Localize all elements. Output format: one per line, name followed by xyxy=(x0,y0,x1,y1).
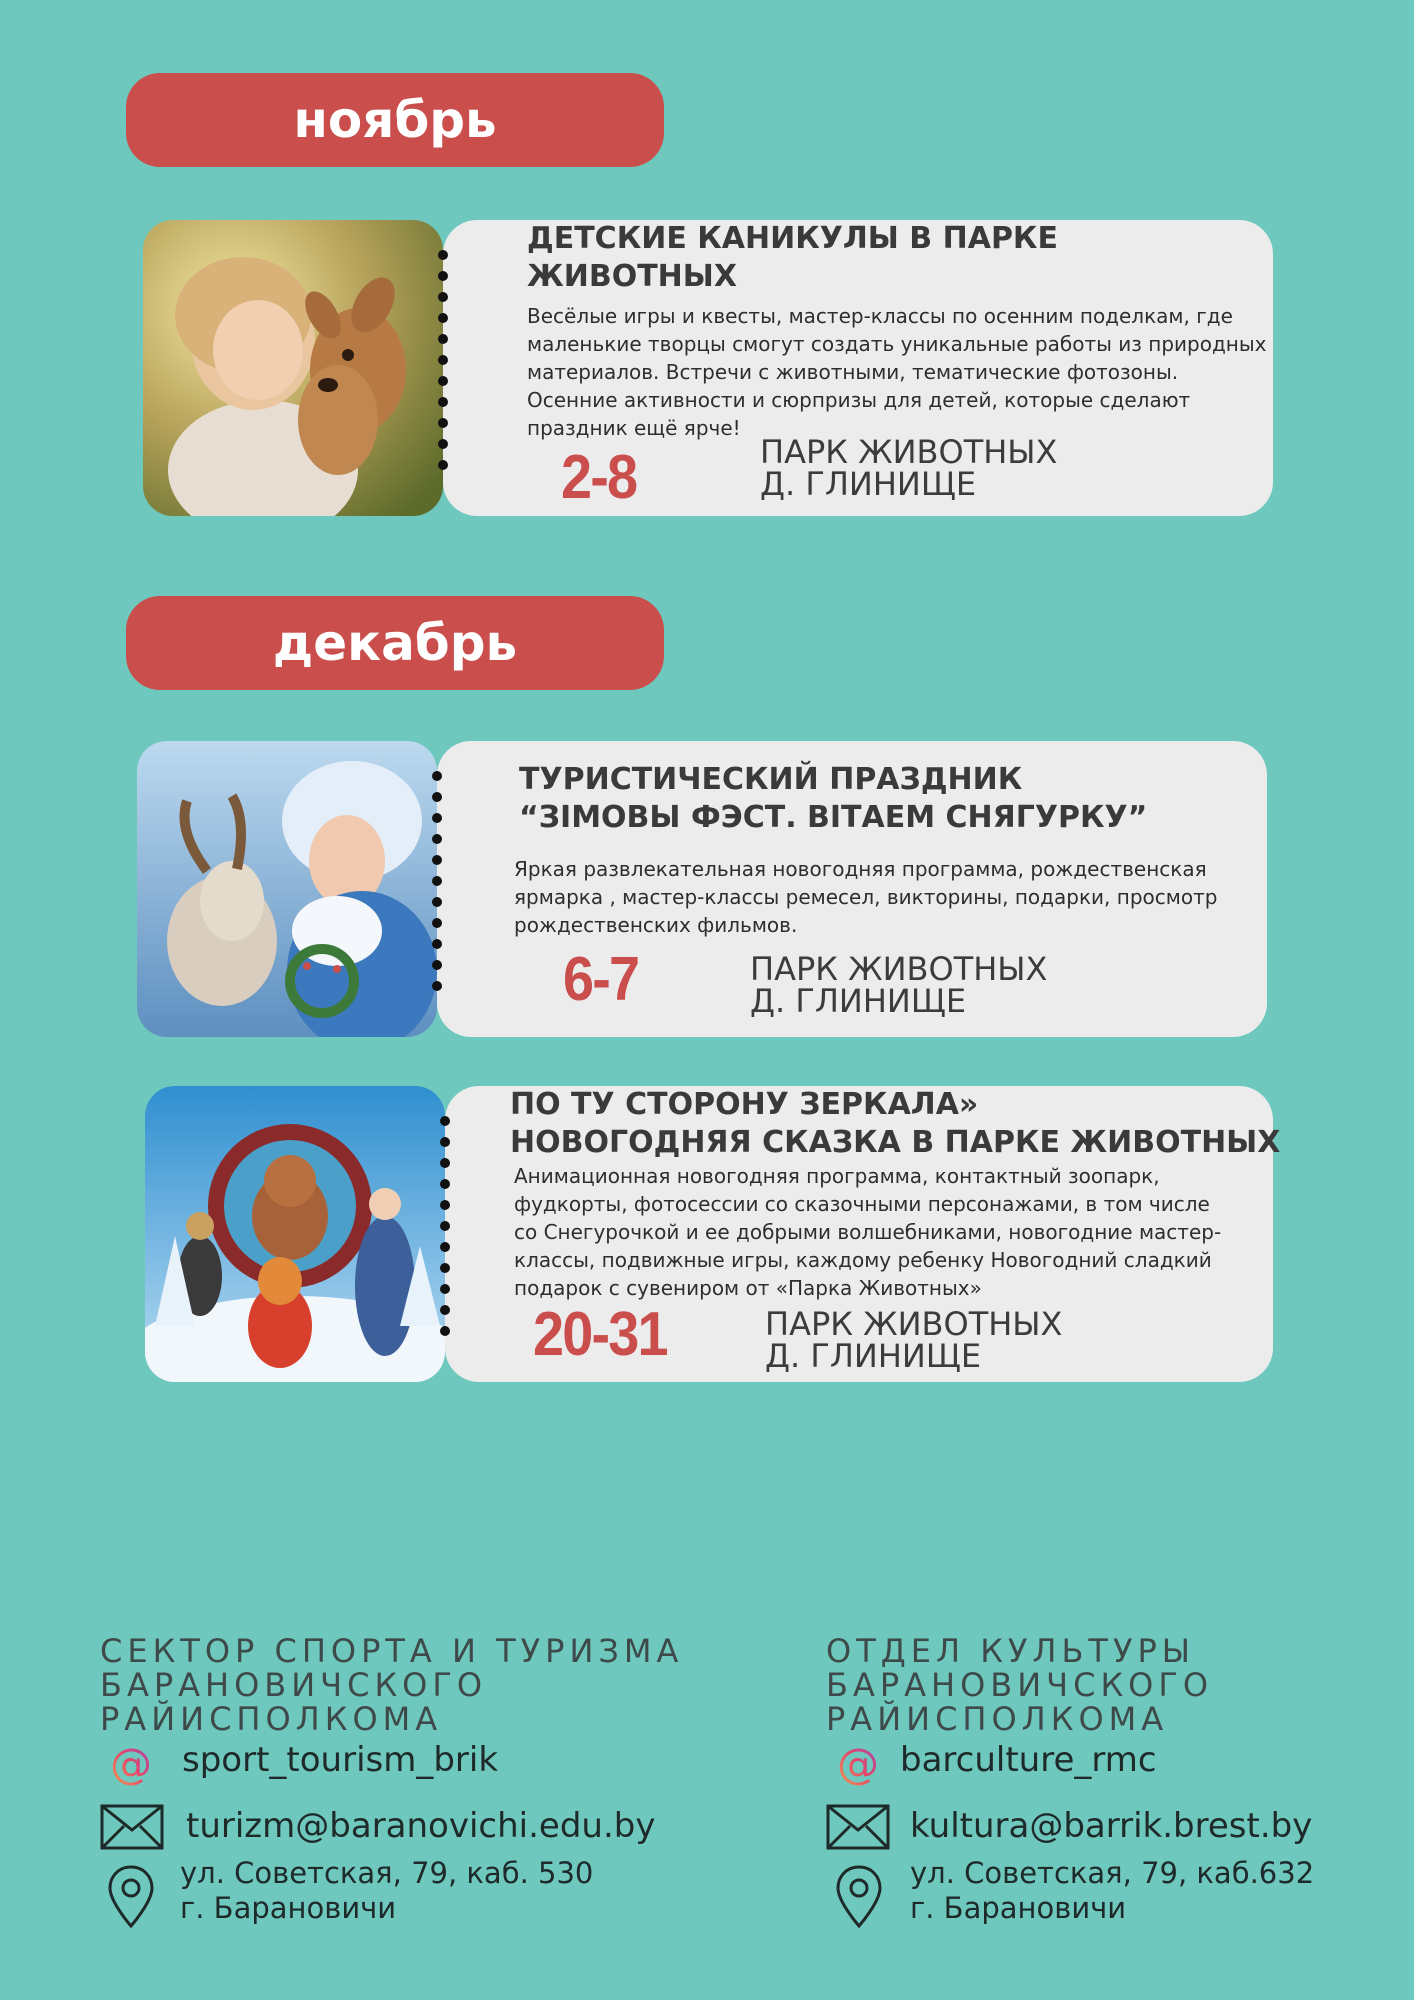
event-title: ДЕТСКИЕ КАНИКУЛЫ В ПАРКЕ ЖИВОТНЫХ xyxy=(527,221,1058,294)
event-dates: 6-7 xyxy=(563,945,639,1014)
event-description: Весёлые игры и квесты, мастер-классы по осенним поделкам, где маленькие творцы смогут создать уникальные работы из природных материалов. Встречи с животными, тематические фотозоны. Осенние активности и сюрпризы для детей, которые сделают праздник ещё ярче! xyxy=(527,304,1267,440)
girl-with-fawn-illustration xyxy=(143,220,443,516)
event-place: ПАРК ЖИВОТНЫХ Д. ГЛИНИЩЕ xyxy=(760,433,1058,503)
svg-text:@: @ xyxy=(837,1742,879,1788)
at-icon xyxy=(835,1742,881,1788)
mail-icon xyxy=(100,1804,164,1850)
instagram-handle[interactable]: barculture_rmc xyxy=(900,1740,1157,1780)
address: ул. Советская, 79, каб.632 г. Барановичи xyxy=(910,1856,1315,1925)
event-photo-fairy-tale-characters xyxy=(145,1086,445,1382)
email-link[interactable]: kultura@barrik.brest.by xyxy=(910,1806,1313,1846)
svg-text:@: @ xyxy=(110,1742,152,1788)
contact-org-culture: ОТДЕЛ КУЛЬТУРЫ БАРАНОВИЧСКОГО РАЙИСПОЛКОМА xyxy=(826,1632,1214,1738)
event-title: ПО ТУ СТОРОНУ ЗЕРКАЛА» НОВОГОДНЯЯ СКАЗКА В ПАРКЕ ЖИВОТНЫХ xyxy=(510,1087,1281,1160)
perforation-dots xyxy=(432,771,444,1011)
event-place: ПАРК ЖИВОТНЫХ Д. ГЛИНИЩЕ xyxy=(750,950,1048,1020)
event-card-winter-fest xyxy=(137,741,1267,1037)
event-title: ТУРИСТИЧЕСКИЙ ПРАЗДНИК “ЗІМОВЫ ФЭСТ. ВІТАЕМ СНЯГУРКУ” xyxy=(519,762,1148,835)
event-description: Яркая развлекательная новогодняя программа, рождественская ярмарка , мастер-классы ремесел, викторины, подарки, просмотр рождественских фильмов. xyxy=(514,857,1218,937)
fairy-tale-illustration xyxy=(145,1086,445,1382)
email-link[interactable]: turizm@baranovichi.edu.by xyxy=(186,1806,656,1846)
event-photo-girl-with-fawn xyxy=(143,220,443,516)
month-label-december: декабрь xyxy=(126,596,664,690)
instagram-handle[interactable]: sport_tourism_brik xyxy=(182,1740,499,1780)
contact-org-sport-tourism: СЕКТОР СПОРТА И ТУРИЗМА БАРАНОВИЧСКОГО РАЙИСПОЛКОМА xyxy=(100,1632,684,1738)
event-card-through-the-mirror xyxy=(145,1086,1281,1382)
event-card-children-holidays xyxy=(143,220,1273,516)
month-label-november: ноябрь xyxy=(126,73,664,167)
event-description: Анимационная новогодняя программа, контактный зоопарк, фудкорты, фотосессии со сказочными персонажами, в том числе со Снегурочкой и ее добрыми волшебниками, новогодние мастер-классы, подвижные игры, каждому ребенку Новогодний сладкий подарок с сувениром от «Парка Животных» xyxy=(514,1164,1222,1300)
at-icon xyxy=(108,1742,154,1788)
location-pin-icon xyxy=(834,1864,884,1930)
event-dates: 2-8 xyxy=(561,443,637,512)
event-photo-snow-maiden-with-goat xyxy=(137,741,437,1037)
perforation-dots xyxy=(438,250,450,490)
event-place: ПАРК ЖИВОТНЫХ Д. ГЛИНИЩЕ xyxy=(765,1305,1063,1375)
event-dates: 20-31 xyxy=(533,1300,667,1369)
mail-icon xyxy=(826,1804,890,1850)
snow-maiden-illustration xyxy=(137,741,437,1037)
location-pin-icon xyxy=(106,1864,156,1930)
address: ул. Советская, 79, каб. 530 г. Барановичи xyxy=(180,1856,594,1925)
perforation-dots xyxy=(440,1116,452,1356)
